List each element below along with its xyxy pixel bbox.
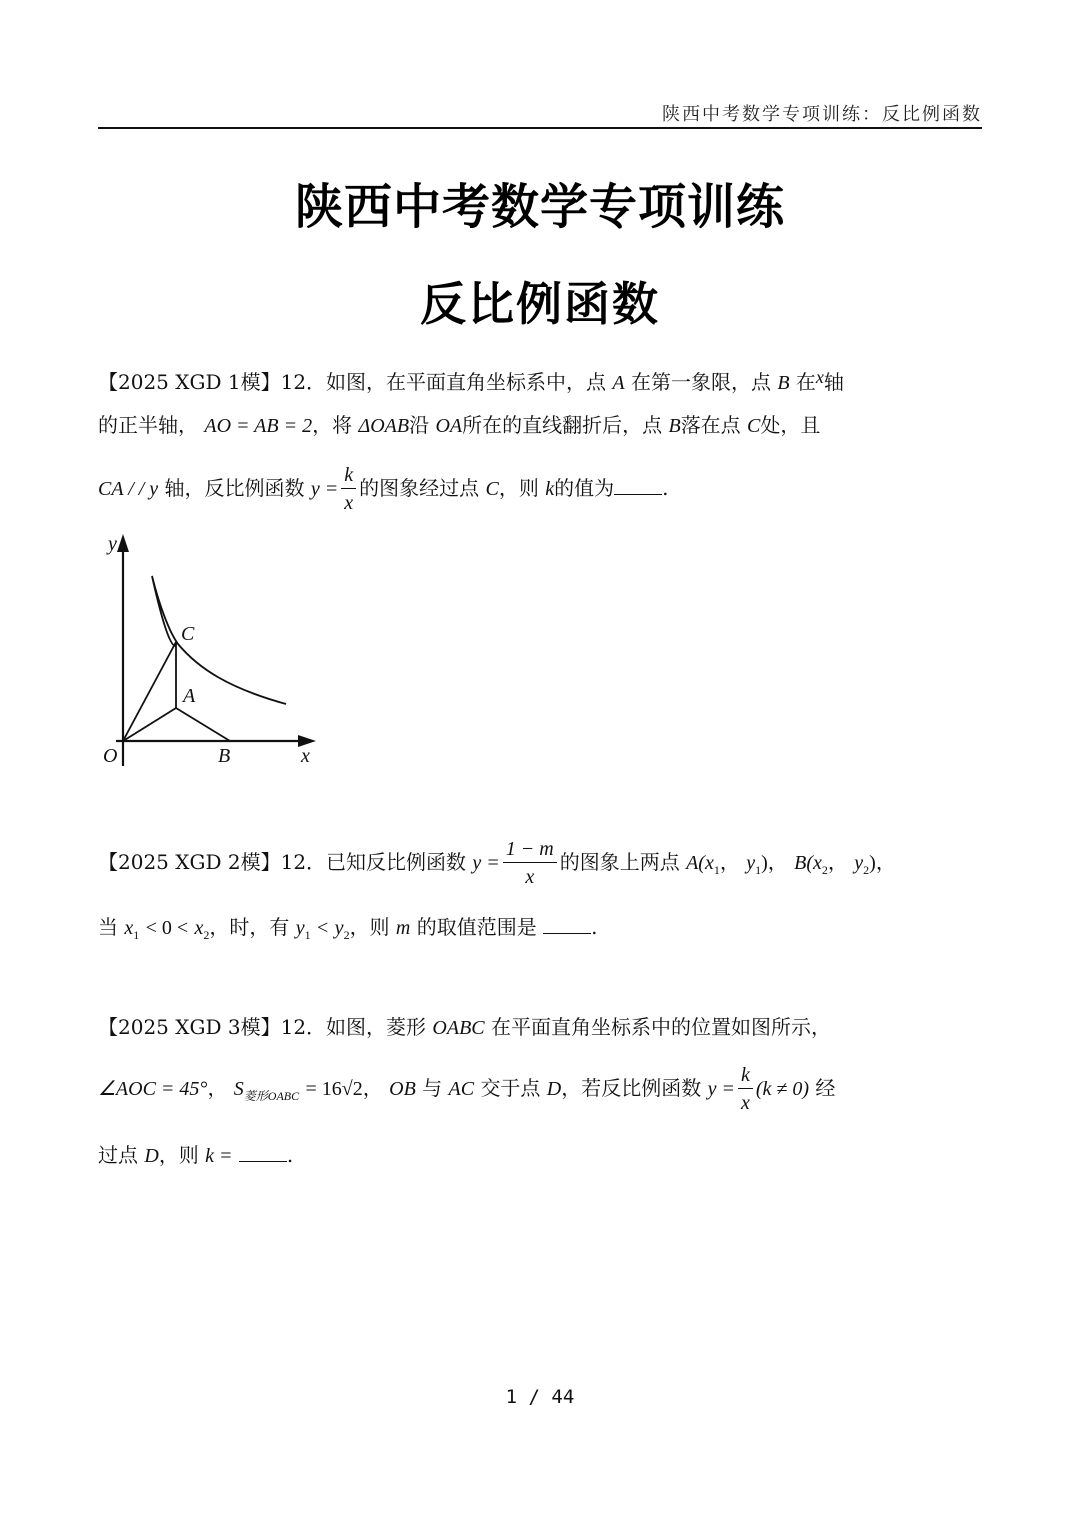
q1-text: 所在的直线翻折后，点 xyxy=(462,413,663,437)
q1-function-y: y = xyxy=(310,478,339,500)
q3-condition: (k ≠ 0) xyxy=(755,1078,810,1100)
q2-m: m xyxy=(395,917,411,939)
q1-text: . xyxy=(662,476,669,500)
q2-text: 的取值范围是 xyxy=(416,915,537,939)
q3-segment-ob: OB xyxy=(389,1078,416,1100)
q1-equation: AO = AB = 2 xyxy=(204,415,313,437)
q1-text: 处，且 xyxy=(760,413,821,437)
q3-area-symbol: S xyxy=(233,1078,244,1100)
q2-point-b: B(x xyxy=(794,852,822,874)
q2-text: . xyxy=(591,915,598,939)
q1-line-3 xyxy=(98,460,668,517)
q2-line-2 xyxy=(98,912,597,950)
q1-triangle: ΔOAB xyxy=(358,415,410,437)
q2-text: ，时，有 xyxy=(209,915,290,939)
subscript: 1 xyxy=(713,863,720,877)
q2-text: ) xyxy=(869,852,876,874)
subscript: 1 xyxy=(133,928,140,942)
q3-fraction xyxy=(738,1062,753,1117)
q3-k: k = xyxy=(205,1145,233,1167)
q1-text: 的图象经过点 xyxy=(359,476,480,500)
q2-text: ， xyxy=(719,850,740,874)
answer-blank[interactable] xyxy=(543,913,591,934)
q3-line-2 xyxy=(98,1060,835,1124)
label-c: C xyxy=(181,623,195,645)
q1-point-c: C xyxy=(747,415,761,437)
q1-text: 如图，在平面直角坐标系中，点 xyxy=(326,370,607,394)
page-subtitle: 反比例函数 xyxy=(420,277,660,331)
running-header: 陕西中考数学专项训练：反比例函数 xyxy=(662,104,982,125)
q1-point-a: A xyxy=(612,372,625,394)
fraction-numerator: 1 − m xyxy=(505,838,554,860)
page-number: 1 / 44 xyxy=(505,1386,575,1408)
q3-text: ， xyxy=(207,1076,228,1100)
q3-point-d: D xyxy=(546,1078,562,1100)
q2-y: y xyxy=(854,852,864,874)
label-a: A xyxy=(183,685,196,707)
q1-k: k xyxy=(545,478,555,500)
q2-y: y xyxy=(295,917,305,939)
q1-text: 在第一象限，点 xyxy=(630,370,771,394)
q1-text: ，将 xyxy=(312,413,353,437)
q3-text: ，则 xyxy=(158,1143,199,1167)
q2-tag: 【2025 XGD 2模】 xyxy=(98,850,281,874)
q1-text: 轴，反比例函数 xyxy=(164,476,305,500)
subscript: 2 xyxy=(821,863,828,877)
label-y: y xyxy=(108,533,117,555)
q2-point-a: A(x xyxy=(686,852,714,874)
q2-text: 的图象上两点 xyxy=(559,850,680,874)
fraction-numerator: k xyxy=(740,1064,750,1086)
q3-text: ，若反比例函数 xyxy=(561,1076,702,1100)
fraction-denominator: x xyxy=(341,488,356,517)
fraction-numerator: k xyxy=(344,464,354,486)
q2-x: x xyxy=(124,917,134,939)
q1-fraction xyxy=(341,462,356,517)
q3-number: 12． xyxy=(280,1015,327,1039)
q2-text: 已知反比例函数 xyxy=(326,850,467,874)
q3-function-y: y = xyxy=(707,1078,735,1100)
q2-text: ， xyxy=(875,850,896,874)
q2-y: y xyxy=(746,852,756,874)
subscript: 1 xyxy=(755,863,762,877)
label-o: O xyxy=(103,745,118,767)
q3-point-d: D xyxy=(144,1145,159,1167)
q1-point-b: B xyxy=(668,415,681,437)
subscript: 2 xyxy=(863,863,870,877)
q2-number: 12． xyxy=(280,850,327,874)
q2-x: x xyxy=(194,917,204,939)
q2-text: 当 xyxy=(98,915,118,939)
q3-angle: ∠AOC = 45° xyxy=(98,1078,208,1100)
coordinate-figure xyxy=(98,528,328,778)
q1-number: 12． xyxy=(280,370,327,394)
q1-text: 轴 xyxy=(823,370,844,394)
subscript: 2 xyxy=(203,928,210,942)
q2-function-y: y = xyxy=(472,852,500,874)
q2-y: y xyxy=(334,917,344,939)
q3-text: ， xyxy=(362,1076,383,1100)
q1-text: ，则 xyxy=(498,476,539,500)
q1-text: 落在点 xyxy=(680,413,741,437)
q3-segment-ac: AC xyxy=(448,1078,475,1100)
q1-text: 在 xyxy=(795,370,816,394)
fraction-denominator: x xyxy=(738,1088,753,1117)
q2-text: ，则 xyxy=(349,915,390,939)
q3-text: 与 xyxy=(422,1076,443,1100)
q3-text: 过点 xyxy=(98,1143,138,1167)
subscript: 1 xyxy=(304,928,311,942)
q2-line-1 xyxy=(98,834,896,898)
q3-text: 如图，菱形 xyxy=(326,1015,427,1039)
q2-text: ) xyxy=(761,852,768,874)
label-x: x xyxy=(301,745,310,767)
subscript: 菱形OABC xyxy=(243,1089,300,1103)
q3-area-value: = 16√2 xyxy=(305,1078,363,1100)
answer-blank[interactable] xyxy=(614,474,662,495)
q2-fraction xyxy=(503,836,557,891)
q1-text: 的正半轴， xyxy=(98,413,198,437)
q3-text: . xyxy=(286,1143,294,1167)
q2-text: ， xyxy=(767,850,788,874)
q1-x-symbol: x xyxy=(815,367,824,387)
q3-line-3 xyxy=(98,1140,293,1171)
q1-point-c: C xyxy=(485,478,499,500)
q1-line-2 xyxy=(98,410,820,441)
q1-tag: 【2025 XGD 1模】 xyxy=(98,370,281,394)
subscript: 2 xyxy=(343,928,350,942)
q3-text: 经 xyxy=(815,1076,836,1100)
q3-text: 交于点 xyxy=(480,1076,541,1100)
q2-inequality: < 0 < xyxy=(145,917,189,939)
label-b: B xyxy=(218,745,231,767)
q3-text: 在平面直角坐标系中的位置如图所示， xyxy=(490,1015,831,1039)
header-divider xyxy=(98,127,982,129)
answer-blank[interactable] xyxy=(239,1141,287,1162)
q3-tag: 【2025 XGD 3模】 xyxy=(98,1015,281,1039)
q3-line-1 xyxy=(98,1012,831,1043)
q1-line-1 xyxy=(98,362,844,398)
page-title: 陕西中考数学专项训练 xyxy=(294,179,785,235)
q3-rhombus: OABC xyxy=(432,1017,485,1039)
fraction-denominator: x xyxy=(503,862,557,891)
q2-text: ， xyxy=(827,850,848,874)
q1-line-oa: OA xyxy=(435,415,463,437)
q1-text: 沿 xyxy=(409,413,430,437)
q1-parallel: CA / / y xyxy=(98,478,159,500)
q1-text: 的值为 xyxy=(554,476,615,500)
q1-point-b: B xyxy=(777,372,790,394)
q2-inequality: < xyxy=(317,917,329,939)
